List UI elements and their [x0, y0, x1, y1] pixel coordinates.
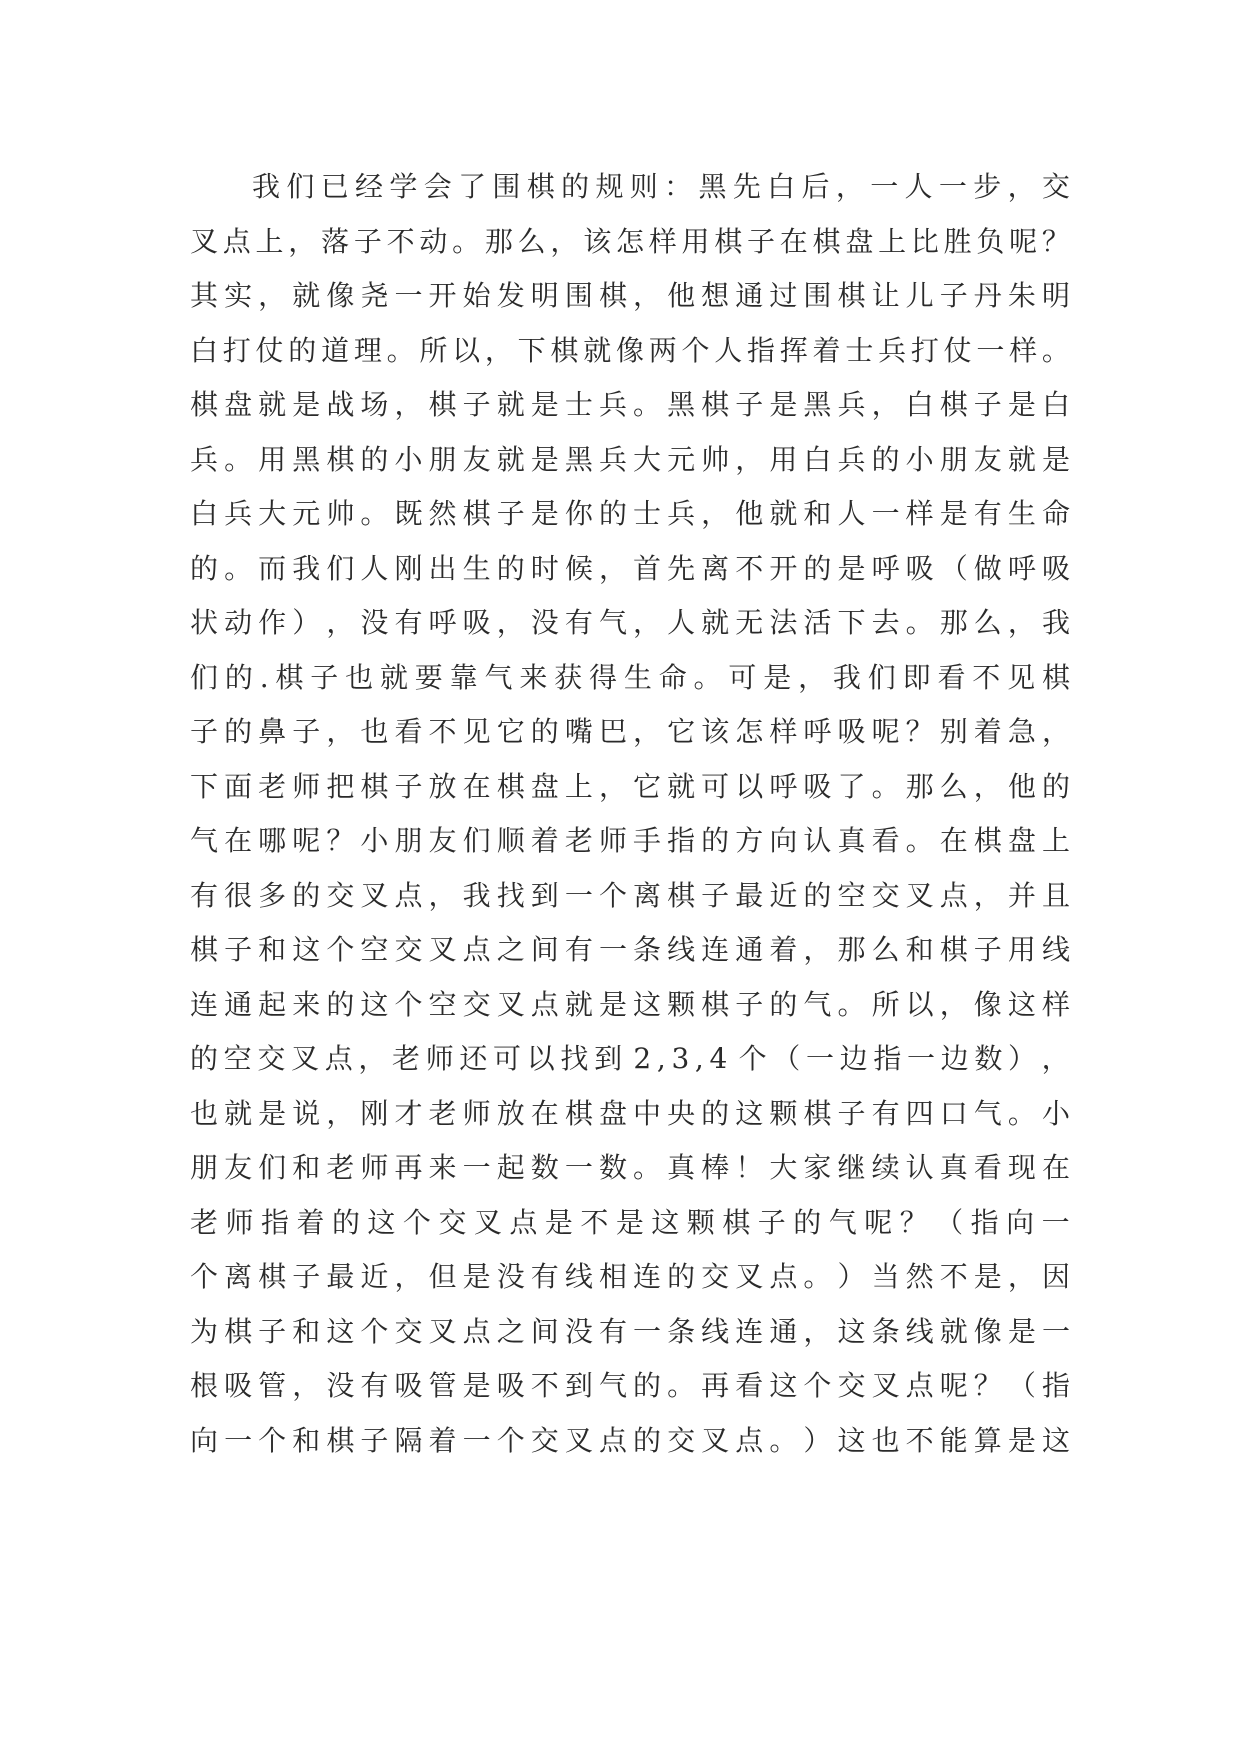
text-line: 子 的 鼻 子 ， 也 看 不 见 它 的 嘴 巴 ， 它 该 怎 样 呼 吸 呢 ？ 别 着 急 ，	[190, 715, 1070, 748]
body-paragraph	[190, 160, 1070, 1468]
text-line: 白 打 仗 的 道 理 。 所 以 ， 下 棋 就 像 两 个 人 指 挥 着 士 兵 打 仗 一 样 。	[190, 333, 1070, 367]
text-line: 其 实 ， 就 像 尧 一 开 始 发 明 围 棋 ， 他 想 通 过 围 棋 让 儿 子 丹 朱 明	[190, 279, 1070, 312]
text-line: 的 空 交 叉 点 ， 老 师 还 可 以 找 到 2 , 3 , 4 个 （ 一 边 指 一 边 数 ） ，	[190, 1042, 1070, 1075]
text-line: 的 。 而 我 们 人 刚 出 生 的 时 候 ， 首 先 离 不 开 的 是 呼 吸 （ 做 呼 吸	[190, 551, 1070, 585]
text-line: 有 很 多 的 交 叉 点 ， 我 找 到 一 个 离 棋 子 最 近 的 空 交 叉 点 ， 并 且	[190, 878, 1070, 912]
text-line: 气 在 哪 呢 ？ 小 朋 友 们 顺 着 老 师 手 指 的 方 向 认 真 看 。 在 棋 盘 上	[190, 824, 1070, 857]
text-line: 根 吸 管 ， 没 有 吸 管 是 吸 不 到 气 的 。 再 看 这 个 交 叉 点 呢 ？ （ 指	[190, 1369, 1070, 1402]
text-line: 个 离 棋 子 最 近 ， 但 是 没 有 线 相 连 的 交 叉 点 。 ） 当 然 不 是 ， 因	[190, 1260, 1070, 1293]
text-line: 状 动 作 ） ， 没 有 呼 吸 ， 没 有 气 ， 人 就 无 法 活 下 去 。 那 么 ， 我	[190, 606, 1070, 639]
text-line: 们 的 . 棋 子 也 就 要 靠 气 来 获 得 生 命 。 可 是 ， 我 们 即 看 不 见 棋	[190, 660, 1070, 694]
text-line: 向 一 个 和 棋 子 隔 着 一 个 交 叉 点 的 交 叉 点 。 ） 这 也 不 能 算 是 这	[190, 1423, 1070, 1457]
text-line: 下 面 老 师 把 棋 子 放 在 棋 盘 上 ， 它 就 可 以 呼 吸 了 。 那 么 ， 他 的	[190, 769, 1070, 803]
text-line: 为 棋 子 和 这 个 交 叉 点 之 间 没 有 一 条 线 连 通 ， 这 条 线 就 像 是 一	[190, 1314, 1070, 1348]
text-line: 棋 盘 就 是 战 场 ， 棋 子 就 是 士 兵 。 黑 棋 子 是 黑 兵 ， 白 棋 子 是 白	[190, 388, 1070, 421]
text-line: 连 通 起 来 的 这 个 空 交 叉 点 就 是 这 颗 棋 子 的 气 。 所 以 ， 像 这 样	[190, 987, 1070, 1021]
text-line: 兵 。 用 黑 棋 的 小 朋 友 就 是 黑 兵 大 元 帅 ， 用 白 兵 的 小 朋 友 就 是	[190, 442, 1070, 476]
text-line: 白 兵 大 元 帅 。 既 然 棋 子 是 你 的 士 兵 ， 他 就 和 人 一 样 是 有 生 命	[190, 497, 1070, 530]
text-line: 也 就 是 说 ， 刚 才 老 师 放 在 棋 盘 中 央 的 这 颗 棋 子 有 四 口 气 。 小	[190, 1096, 1070, 1130]
text-line: 朋 友 们 和 老 师 再 来 一 起 数 一 数 。 真 棒 ！ 大 家 继 续 认 真 看 现 在	[190, 1151, 1070, 1184]
text-line: 老 师 指 着 的 这 个 交 叉 点 是 不 是 这 颗 棋 子 的 气 呢 ？ （ 指 向 一	[190, 1205, 1070, 1239]
text-line: 叉 点 上 ， 落 子 不 动 。 那 么 ， 该 怎 样 用 棋 子 在 棋 盘 上 比 胜 负 呢 ？	[190, 224, 1070, 258]
text-line: 我 们 已 经 学 会 了 围 棋 的 规 则 ： 黑 先 白 后 ， 一 人 一 步 ， 交	[252, 170, 1070, 203]
text-line: 棋 子 和 这 个 空 交 叉 点 之 间 有 一 条 线 连 通 着 ， 那 么 和 棋 子 用 线	[190, 933, 1070, 966]
